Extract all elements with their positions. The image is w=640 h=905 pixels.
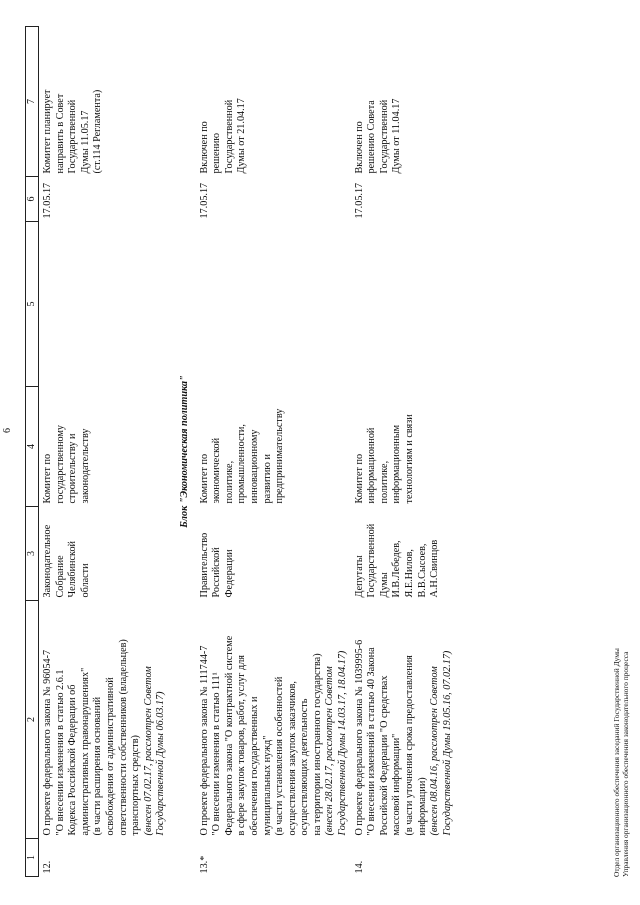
- column-5-cell: [39, 222, 169, 387]
- author-line: Депутаты: [353, 555, 365, 598]
- row-number: 12.: [42, 860, 53, 874]
- bill-title-line: "О внесении изменения в статью 111¹: [211, 672, 223, 836]
- decision-note: [39, 27, 169, 177]
- bill-title-line: обеспечения государственных и: [248, 696, 260, 836]
- bill-title-line: информации): [416, 777, 428, 836]
- committee-line: политике,: [223, 460, 235, 504]
- column-number-header: 6: [26, 177, 39, 222]
- bill-description: [351, 601, 456, 839]
- decision-line: Государственной: [378, 99, 390, 174]
- column-number-header: 1: [26, 839, 39, 877]
- bill-note-line: Государственной Думы 19.05.16, 07.02.17): [441, 650, 453, 836]
- footer-line: Управления организационного обеспечения законодательного процесса: [621, 651, 630, 877]
- column-5-cell: [351, 222, 456, 387]
- author-line: Челябинской области: [67, 541, 91, 598]
- page-number: 6: [2, 428, 13, 433]
- committee-line: Комитет по: [353, 453, 365, 504]
- bill-description: [39, 601, 169, 839]
- bill-title-line: осуществления закупок заказчиков,: [286, 681, 298, 836]
- table-row: [351, 27, 456, 877]
- decision-line: решению Совета: [366, 100, 378, 174]
- agenda-table: [25, 26, 455, 877]
- decision-line: Комитет планирует: [42, 89, 53, 174]
- bill-note-line: (внесен 28.02.17, рассмотрен Советом: [324, 666, 336, 836]
- author-line: В.В.Сысоев,: [416, 543, 428, 598]
- responsible-committee: [39, 387, 169, 507]
- bill-title-line: массовой информации": [391, 733, 403, 836]
- bill-title-line: "О внесении изменения в статью 2.6.1: [54, 669, 66, 836]
- bill-note-line: (внесен 07.02.17, рассмотрен Советом: [142, 666, 154, 836]
- row-number: 13.*: [198, 855, 210, 874]
- bill-title-line: О проекте федерального закона № 111744-7: [198, 645, 210, 836]
- bill-title-line: на территории иностранного государства): [311, 653, 323, 836]
- decision-line: решению: [211, 133, 223, 174]
- bill-title-line: осуществляющих деятельность: [299, 698, 311, 836]
- author-line: Российской: [211, 547, 223, 598]
- bill-title-line: О проекте федерального закона № 1039995-6: [353, 639, 365, 836]
- bill-title-line: ответственности собственников (владельцев): [117, 639, 129, 836]
- bill-note-line: Государственной Думы 14.03.17, 18.04.17): [337, 650, 349, 836]
- bill-title-line: муниципальных нужд": [261, 735, 273, 836]
- committee-line: Комитет по: [42, 453, 53, 504]
- committee-line: строительству и: [67, 433, 79, 504]
- bill-title-line: административных правонарушениях": [79, 667, 91, 836]
- bill-note-line: (внесен 08.04.16, рассмотрен Советом: [429, 666, 441, 836]
- bill-title-line: Федерального закона "О контрактной системе: [223, 635, 235, 836]
- section-block-title: Блок "Экономическая политика": [178, 375, 190, 528]
- author-line: Я.Е.Нилов,: [404, 549, 416, 598]
- bill-author: [351, 507, 456, 601]
- committee-line: промышленности,: [236, 424, 248, 504]
- decision-note: [196, 27, 351, 177]
- author-line: Думы: [378, 572, 390, 598]
- bill-title-line: освобождения от административной: [104, 677, 116, 836]
- review-date: 17.05.17: [198, 182, 210, 219]
- table-row: [39, 27, 169, 877]
- row-number: 14.: [353, 860, 365, 874]
- author-line: Законодательное: [42, 524, 53, 598]
- bill-title-line: Российской Федерации "О средствах: [378, 675, 390, 836]
- responsible-committee: [196, 387, 351, 507]
- responsible-committee: [351, 387, 456, 507]
- bill-author: [39, 507, 169, 601]
- bill-author: [196, 507, 351, 601]
- decision-line: Государственной: [223, 99, 235, 174]
- decision-line: Думы от 21.04.17: [236, 98, 248, 174]
- column-5-cell: [196, 222, 351, 387]
- review-date: 17.05.17: [42, 182, 53, 219]
- committee-line: развитию и: [261, 454, 273, 504]
- bill-title-line: О проекте федерального закона № 96054-7: [42, 649, 53, 836]
- committee-line: информационным: [391, 424, 403, 504]
- author-line: И.В.Лебедев,: [391, 540, 403, 598]
- bill-title-line: (в части уточнения срока предоставления: [404, 655, 416, 836]
- decision-line: Думы 11.05.17: [79, 110, 91, 174]
- decision-line: направить в Совет: [54, 93, 66, 174]
- bill-title-line: Кодекса Российской Федерации об: [67, 684, 79, 836]
- column-number-header: 2: [26, 601, 39, 839]
- committee-line: информационной: [366, 427, 378, 504]
- committee-line: инновационному: [248, 429, 260, 504]
- bill-title-line: (в части расширения оснований: [92, 696, 104, 836]
- committee-line: законодательству: [79, 428, 91, 504]
- decision-line: (ст.114 Регламента): [92, 89, 104, 174]
- committee-line: предпринимательству: [274, 408, 286, 504]
- decision-line: Включен по: [198, 121, 210, 174]
- bill-title-line: в сфере закупок товаров, работ, услуг для: [236, 655, 248, 836]
- bill-title-line: транспортных средств): [130, 735, 142, 836]
- decision-note: [351, 27, 456, 177]
- bill-note-line: Государственной Думы 06.03.17): [155, 691, 167, 836]
- committee-line: политике,: [378, 460, 390, 504]
- column-number-header-row: [26, 27, 39, 877]
- author-line: А.Н.Свинцов: [429, 539, 441, 598]
- column-number-header: 5: [26, 222, 39, 387]
- committee-line: экономической: [211, 437, 223, 504]
- review-date: 17.05.17: [353, 182, 365, 219]
- author-line: Государственной: [366, 523, 378, 598]
- section-block-row: [169, 27, 196, 877]
- decision-line: Государственной: [67, 99, 79, 174]
- bill-title-line: "О внесении изменений в статью 40 Закона: [366, 647, 378, 836]
- committee-line: государственному: [54, 425, 66, 504]
- committee-line: технологиям и связи: [404, 414, 416, 504]
- footer-line: Отдел организационного обеспечения заседаний Государственной Думы: [612, 648, 621, 877]
- column-number-header: 4: [26, 387, 39, 507]
- committee-line: Комитет по: [198, 453, 210, 504]
- bill-description: [196, 601, 351, 839]
- author-line: Собрание: [54, 555, 66, 598]
- decision-line: Думы от 11.04.17: [391, 98, 403, 174]
- document-footer: [612, 648, 630, 877]
- bill-title-line: (в части установления особенностей: [274, 676, 286, 836]
- column-number-header: 7: [26, 27, 39, 177]
- column-number-header: 3: [26, 507, 39, 601]
- author-line: Правительство: [198, 532, 210, 598]
- author-line: Федерации: [223, 549, 235, 598]
- decision-line: Включен по: [353, 121, 365, 174]
- table-row: [196, 27, 351, 877]
